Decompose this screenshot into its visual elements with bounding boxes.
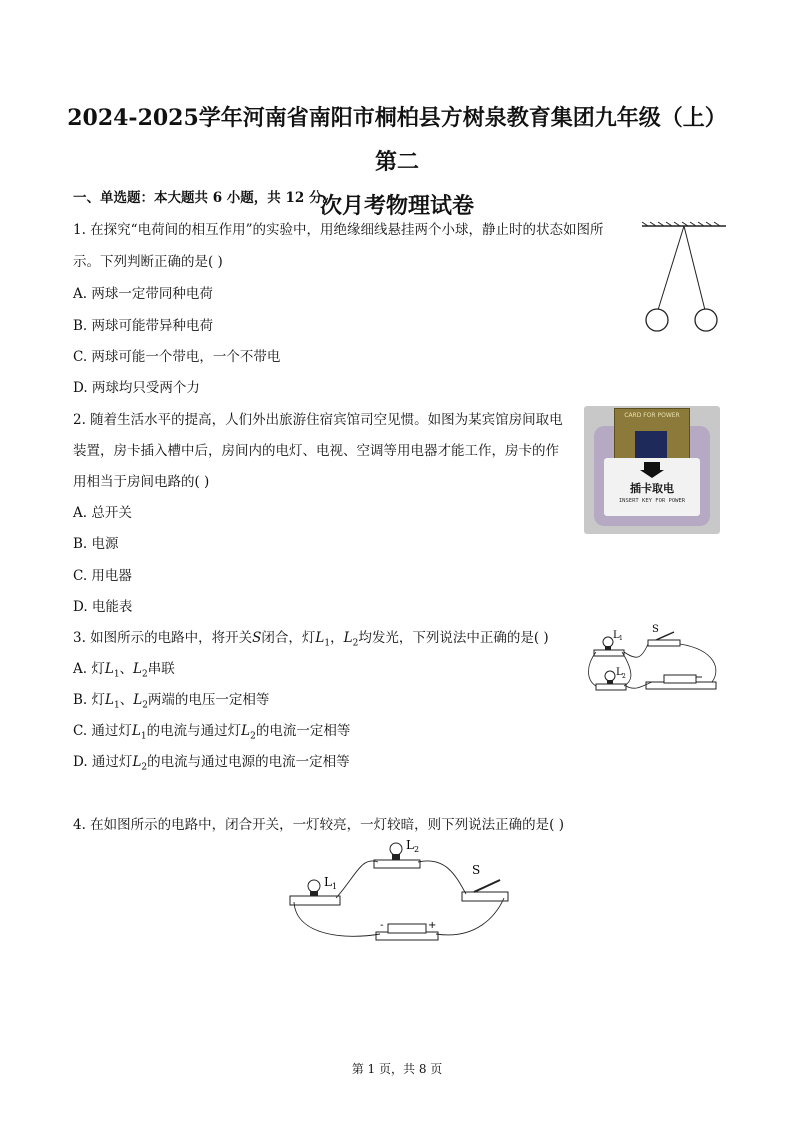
down-arrow-icon xyxy=(644,462,660,470)
q3-fig-l2-label: L xyxy=(616,667,623,678)
q3-symbol-l2: L xyxy=(343,630,353,646)
q4-circuit-figure xyxy=(286,836,512,948)
q2-card-slot-figure xyxy=(584,406,720,534)
q3-c-sub1: 1 xyxy=(140,731,147,742)
q3-a-post: 串联 xyxy=(147,661,175,677)
q1-option-d: D. 两球均只受两个力 xyxy=(73,380,200,396)
q2-stem-line-1: 2. 随着生活水平的提高，人们外出旅游住宿宾馆司空见惯。如图为某宾馆房间取电 xyxy=(73,412,563,428)
q3-d-post: 的电流与通过电源的电流一定相等 xyxy=(147,754,350,770)
q3-c-l: L xyxy=(131,723,141,739)
q3-a-l: L xyxy=(104,661,114,677)
q3-b-sub1: 1 xyxy=(113,700,120,711)
q3-stem-post: 均发光，下列说法中正确的是( ) xyxy=(358,630,549,646)
q3-b-sub2: 2 xyxy=(142,700,148,711)
q1-option-b: B. 两球可能带异种电荷 xyxy=(73,318,214,334)
q3-b-pre: B. 灯 xyxy=(73,692,106,708)
q1-option-c: C. 两球可能一个带电，一个不带电 xyxy=(73,349,281,365)
q2-option-a: A. 总开关 xyxy=(73,505,132,521)
q3-d-pre: D. 通过灯 xyxy=(73,754,133,770)
q3-b-mid: 、 xyxy=(119,692,134,708)
q3-c-pre: C. 通过灯 xyxy=(73,723,132,739)
q3-symbol-l1: L xyxy=(315,630,325,646)
q3-a-sub1: 1 xyxy=(113,669,120,680)
q3-stem-sep: ， xyxy=(330,630,344,646)
q3-fig-l1-label: L xyxy=(613,630,620,641)
title-line-2: 次月考物理试卷 xyxy=(319,193,474,219)
card-chip xyxy=(635,431,667,459)
q4-fig-l2-label: L xyxy=(406,838,414,852)
q3-sub-2: 2 xyxy=(352,638,359,649)
q3-a-pre: A. 灯 xyxy=(73,661,105,677)
title-line-1: 2024-2025学年河南省南阳市桐柏县方树泉教育集团九年级（上）第二 xyxy=(67,105,727,175)
q3-d-l: L xyxy=(132,754,142,770)
q2-stem-line-2: 装置，房卡插入槽中后，房间内的电灯、电视、空调等用电器才能工作，房卡的作 xyxy=(73,443,559,459)
q3-c-post: 的电流一定相等 xyxy=(255,723,351,739)
q3-symbol-s: S xyxy=(252,630,262,646)
q3-option-a xyxy=(73,657,175,680)
q3-a-l2: L xyxy=(133,661,143,677)
q2-option-d: D. 电能表 xyxy=(73,599,133,615)
slot-opening xyxy=(604,458,700,516)
q3-fig-l1-sub: 1 xyxy=(619,635,623,642)
slot-sublabel: INSERT KEY FOR POWER xyxy=(618,498,686,504)
q3-a-sub2: 2 xyxy=(142,669,148,680)
q1-stem-line-2: 示。下列判断正确的是( ) xyxy=(73,254,223,270)
q3-fig-s-label: S xyxy=(652,624,659,635)
q3-stem xyxy=(73,626,549,649)
q4-fig-l2-sub: 2 xyxy=(414,845,420,854)
q3-b-post: 两端的电压一定相等 xyxy=(147,692,270,708)
q4-fig-l1-label: L xyxy=(324,875,332,889)
q3-d-sub2: 2 xyxy=(141,762,148,773)
q3-fig-l2-sub: 2 xyxy=(622,673,626,680)
q1-option-a: A. 两球一定带同种电荷 xyxy=(73,286,213,302)
q4-fig-minus: - xyxy=(380,920,384,931)
slot-label: 插卡取电 xyxy=(630,482,674,495)
q3-option-c xyxy=(73,719,350,742)
q2-option-c: C. 用电器 xyxy=(73,568,132,584)
q3-c-l2: L xyxy=(241,723,251,739)
q2-stem-line-3: 用相当于房间电路的( ) xyxy=(73,474,210,490)
section-heading: 一、单选题：本大题共 6 小题，共 12 分。 xyxy=(73,190,336,206)
q3-stem-pre: 3. 如图所示的电路中，将开关 xyxy=(73,630,253,646)
card-text: CARD FOR POWER xyxy=(624,412,680,419)
q4-stem: 4. 在如图所示的电路中，闭合开关，一灯较亮，一灯较暗，则下列说法正确的是( ) xyxy=(73,817,564,833)
q1-pendulum-figure xyxy=(640,222,730,337)
q3-sub-1: 1 xyxy=(324,638,331,649)
page-footer: 第 1 页，共 8 页 xyxy=(351,1062,443,1076)
q3-option-b xyxy=(73,688,269,711)
down-arrow-head-icon xyxy=(640,470,664,478)
q4-fig-s-label: S xyxy=(472,863,481,877)
q3-b-l2: L xyxy=(133,692,143,708)
q4-fig-plus: + xyxy=(428,920,437,931)
q1-stem-line-1: 1. 在探究“电荷间的相互作用”的实验中，用绝缘细线悬挂两个小球，静止时的状态如图所 xyxy=(73,222,604,238)
q4-fig-l1-sub: 1 xyxy=(332,882,338,891)
q3-stem-mid: 闭合，灯 xyxy=(261,630,316,646)
q3-c-sub2: 2 xyxy=(250,731,256,742)
q2-option-b: B. 电源 xyxy=(73,536,119,552)
exam-title xyxy=(60,96,734,228)
q3-c-mid: 的电流与通过灯 xyxy=(146,723,242,739)
q3-b-l: L xyxy=(105,692,114,708)
q3-a-mid: 、 xyxy=(119,661,134,677)
q3-circuit-figure xyxy=(586,620,722,702)
q3-option-d xyxy=(73,750,350,773)
